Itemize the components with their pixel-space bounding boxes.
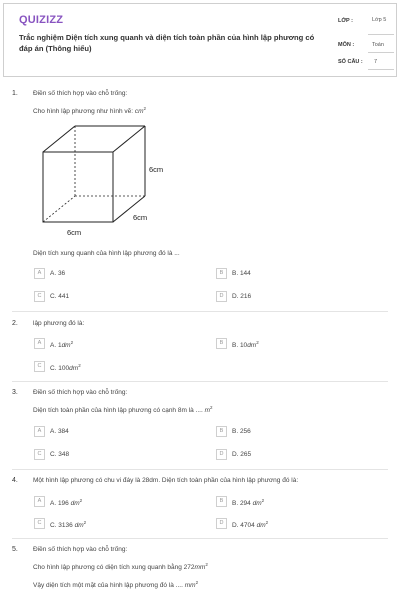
option-letter: C: [34, 449, 45, 460]
question-divider: [12, 538, 388, 539]
option-text: A. 36: [50, 270, 66, 277]
question-4-text: Một hình lập phương có chu vi đáy là 28dm. Diện tích toàn phần của hình lập phương đó là:: [33, 477, 299, 484]
subject-underline: [368, 52, 394, 53]
option-letter: A: [34, 496, 45, 507]
question-1-number: 1.: [12, 90, 18, 97]
option-letter: B: [216, 426, 227, 437]
worksheet-title: Trắc nghiệm Diện tích xung quanh và diện tích toàn phần của hình lập phương có đáp án (Thông hiểu): [19, 33, 315, 53]
option-text: C. 348: [50, 451, 70, 458]
cube-figure: [35, 120, 205, 245]
count-value: 7: [374, 59, 378, 65]
cube-label-height: 6cm: [149, 165, 164, 174]
option-letter: C: [34, 361, 45, 372]
option-letter: C: [34, 518, 45, 529]
question-divider: [12, 381, 388, 382]
class-label: LỚP :: [338, 18, 353, 24]
count-underline: [368, 69, 394, 70]
question-5-text-3: Vậy diện tích một mặt của hình lập phương đó là .... $mm^2$: [33, 580, 199, 590]
option-letter: A: [34, 338, 45, 349]
class-underline: [368, 34, 394, 35]
question-divider: [12, 311, 388, 312]
question-1-text-1: Điền số thích hợp vào chỗ trống:: [33, 90, 128, 97]
option-text: A. $1dm^2$: [50, 340, 74, 350]
quizizz-logo: QUIZIZZ: [19, 14, 64, 26]
question-2-text: lập phương đó là:: [33, 320, 85, 327]
option-letter: C: [34, 291, 45, 302]
option-text: C. $100dm^2$: [50, 363, 81, 373]
option-letter: A: [34, 268, 45, 279]
cube-label-width: 6cm: [67, 228, 82, 237]
option-letter: B: [216, 496, 227, 507]
question-5-text-2: Cho hình lập phương có diện tích xung quanh bằng $272mm^2$: [33, 562, 208, 572]
class-value: Lớp 5: [372, 17, 387, 23]
option-text: C. 3136 $dm^2$: [50, 520, 87, 530]
option-text: C. 441: [50, 293, 70, 300]
option-letter: D: [216, 291, 227, 302]
subject-value: Toán: [372, 42, 384, 48]
question-3-text-2: Diện tích toàn phần của hình lập phương có cạnh 8m là .... $m^2$: [33, 405, 213, 415]
option-letter: B: [216, 268, 227, 279]
question-1-text-2: Cho hình lập phương như hình vẽ: $cm^2$: [33, 106, 147, 116]
option-text: A. 196 $dm^2$: [50, 498, 83, 508]
option-text: B. 256: [232, 428, 251, 435]
option-letter: D: [216, 518, 227, 529]
subject-label: MÔN :: [338, 42, 355, 48]
worksheet-header: [3, 3, 397, 77]
count-label: SỐ CÂU :: [338, 59, 363, 65]
question-2-number: 2.: [12, 320, 18, 327]
cube-label-depth: 6cm: [133, 213, 148, 222]
option-text: A. 384: [50, 428, 69, 435]
option-text: B. 294 $dm^2$: [232, 498, 265, 508]
option-text: D. 265: [232, 451, 252, 458]
question-4-number: 4.: [12, 477, 18, 484]
question-5-number: 5.: [12, 546, 18, 553]
question-3-number: 3.: [12, 389, 18, 396]
question-5-text-1: Điền số thích hợp vào chỗ trống:: [33, 546, 128, 553]
option-letter: B: [216, 338, 227, 349]
option-letter: A: [34, 426, 45, 437]
question-3-text-1: Điền số thích hợp vào chỗ trống:: [33, 389, 128, 396]
option-text: D. 216: [232, 293, 252, 300]
question-1-text-3: Diện tích xung quanh của hình lập phương đó là ...: [33, 250, 180, 257]
option-text: B. $10dm^2$: [232, 340, 259, 350]
option-text: B. 144: [232, 270, 251, 277]
option-letter: D: [216, 449, 227, 460]
option-text: D. 4704 $dm^2$: [232, 520, 269, 530]
question-divider: [12, 469, 388, 470]
